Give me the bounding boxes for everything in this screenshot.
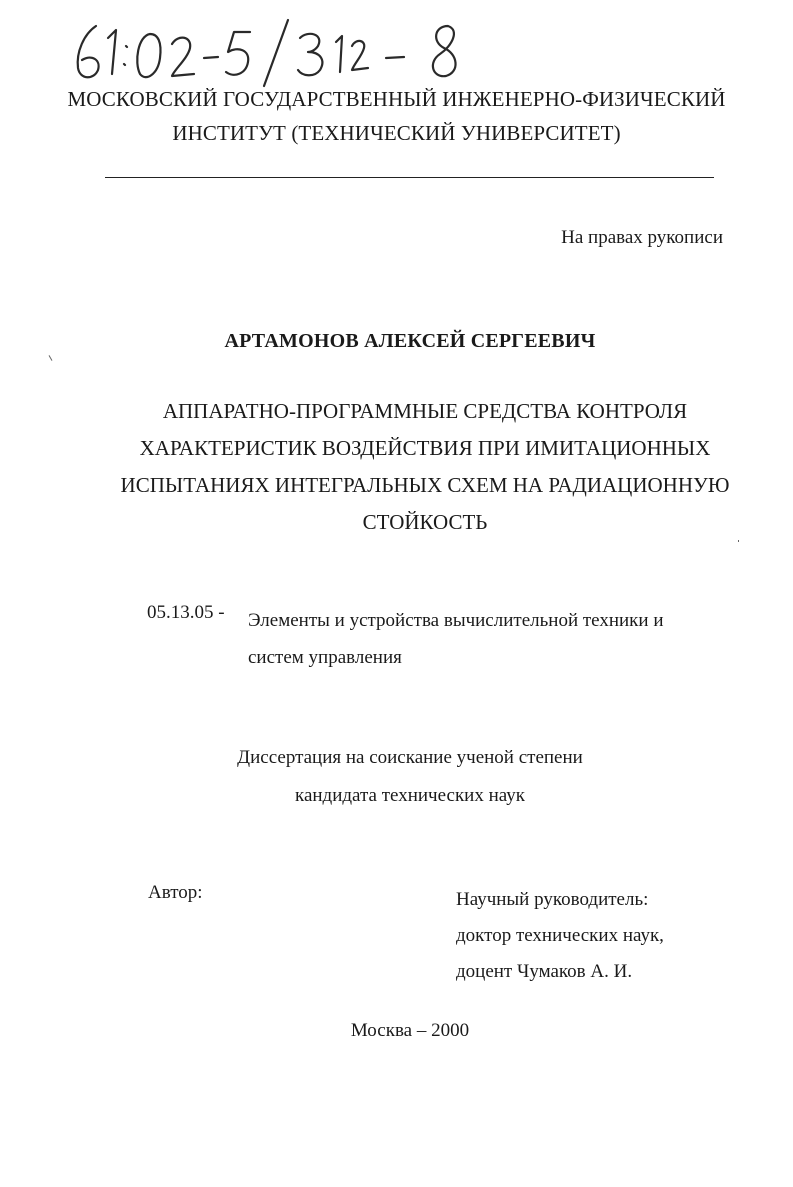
dissertation-title (0, 393, 793, 541)
handwritten-archive-number (68, 12, 488, 90)
specialty-code: 05.13.05 - (147, 602, 225, 623)
institution-line-1: МОСКОВСКИЙ ГОСУДАРСТВЕННЫЙ ИНЖЕНЕРНО-ФИЗИЧЕСКИЙ (67, 87, 726, 111)
author-name: АРТАМОНОВ АЛЕКСЕЙ СЕРГЕЕВИЧ (224, 330, 596, 352)
degree-statement (0, 739, 793, 815)
rights-note: На правах рукописи (561, 227, 723, 248)
title-line: СТОЙКОСТЬ (362, 510, 488, 534)
specialty-name-line: Элементы и устройства вычислительной техники и (248, 610, 664, 631)
specialty-name-line: систем управления (248, 647, 402, 668)
scan-speck (738, 540, 739, 542)
title-line: ХАРАКТЕРИСТИК ВОЗДЕЙСТВИЯ ПРИ ИМИТАЦИОННЫХ (139, 436, 711, 460)
city-year: Москва – 2000 (350, 1020, 470, 1041)
header-divider (105, 177, 714, 178)
scan-speck (49, 355, 53, 361)
supervisor-label: Научный руководитель: (456, 889, 649, 910)
degree-line: кандидата технических наук (295, 785, 525, 806)
supervisor-block (456, 882, 664, 990)
handwritten-number-drawing (68, 12, 488, 90)
title-line: ИСПЫТАНИЯХ ИНТЕГРАЛЬНЫХ СХЕМ НА РАДИАЦИОННУЮ (120, 473, 730, 497)
degree-line: Диссертация на соискание ученой степени (237, 747, 583, 768)
title-line: АППАРАТНО-ПРОГРАММНЫЕ СРЕДСТВА КОНТРОЛЯ (162, 399, 688, 423)
author-label: Автор: (148, 882, 203, 903)
institution-line-2: ИНСТИТУТ (ТЕХНИЧЕСКИЙ УНИВЕРСИТЕТ) (172, 121, 621, 145)
specialty-name (248, 602, 728, 676)
supervisor-name: доцент Чумаков А. И. (456, 961, 633, 982)
supervisor-degree: доктор технических наук, (456, 925, 664, 946)
